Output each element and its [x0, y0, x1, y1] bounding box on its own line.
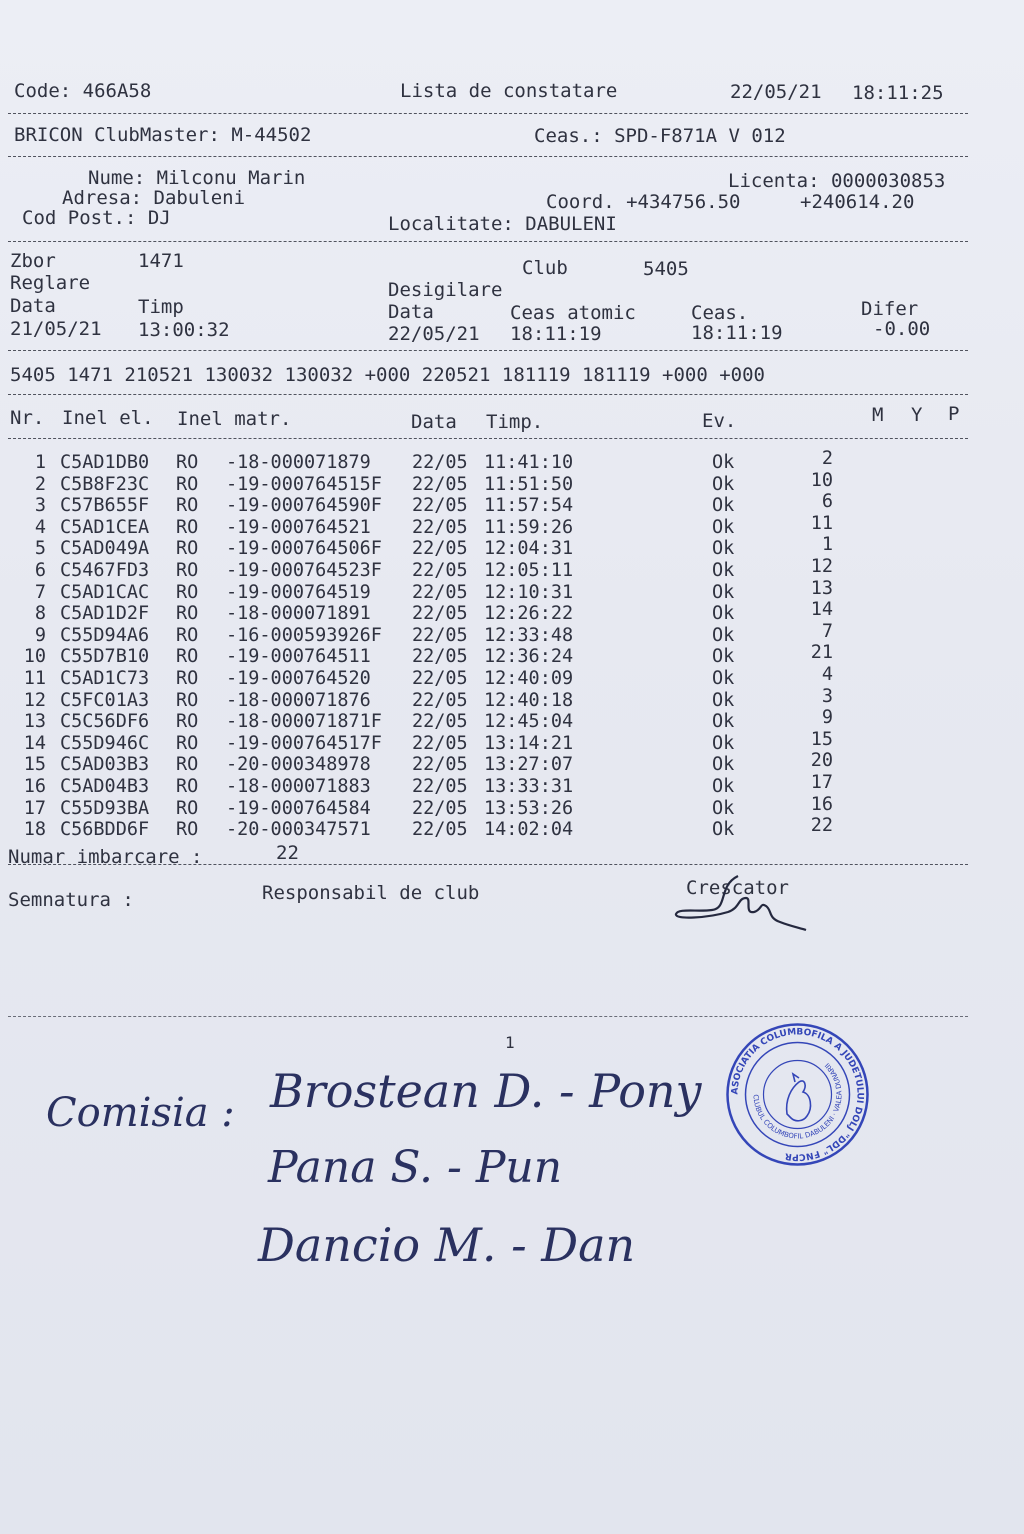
cell-nr: 9 — [34, 624, 46, 646]
cell-tara: RO — [176, 797, 199, 819]
col-y: Y — [911, 404, 923, 426]
cell-data: 22/05 — [412, 819, 468, 841]
handwritten-comisia: Comisia : — [46, 1090, 235, 1136]
table-row — [0, 620, 1000, 647]
table-row — [0, 772, 1000, 798]
cell-tara: RO — [176, 581, 199, 603]
cell-ev: Ok — [712, 668, 735, 689]
reglare-timp-header: Timp — [138, 296, 184, 318]
owner-name: Nume: Milconu Marin — [88, 167, 306, 189]
cell-inel-matr: -18-000071876 — [226, 689, 371, 711]
cell-loc: 16 — [810, 793, 833, 815]
cell-loc: 15 — [810, 728, 833, 750]
cell-ev: Ok — [712, 538, 735, 560]
cell-timp: 12:45:04 — [484, 711, 574, 733]
reglare-data-value: 21/05/21 — [10, 318, 102, 340]
table-row — [0, 728, 1000, 755]
col-nr: Nr. — [10, 407, 45, 429]
cell-loc: 4 — [821, 664, 833, 685]
cell-tara: RO — [176, 732, 199, 754]
cell-nr: 15 — [23, 754, 46, 776]
desigilare-label: Desigilare — [388, 279, 503, 301]
cell-inel-matr: -19-000764523F — [226, 560, 382, 581]
cell-inel-matr: -18-000071871F — [226, 711, 382, 733]
cell-data: 22/05 — [412, 624, 468, 646]
cell-data: 22/05 — [412, 668, 468, 689]
col-inel-el: Inel el. — [62, 407, 154, 429]
cell-inel-matr: -16-000593926F — [226, 624, 382, 646]
cell-inel-el: C5AD1C73 — [60, 668, 150, 689]
numar-imbarcare-label: Numar imbarcare : — [8, 846, 203, 868]
cell-timp: 12:33:48 — [484, 624, 574, 646]
cell-ev: Ok — [712, 797, 735, 819]
cell-inel-el: C5B8F23C — [60, 473, 150, 495]
divider — [8, 864, 968, 865]
difer-value: -0.00 — [873, 318, 931, 340]
cell-loc: 7 — [821, 620, 833, 642]
cell-ev: Ok — [712, 646, 735, 668]
cell-inel-el: C5FC01A3 — [60, 689, 150, 711]
table-row — [0, 793, 1000, 820]
cell-data: 22/05 — [412, 538, 468, 560]
cell-loc: 10 — [810, 469, 833, 491]
cell-inel-el: C5467FD3 — [60, 560, 150, 581]
cell-loc: 12 — [810, 556, 833, 577]
ceas-value: 18:11:19 — [691, 322, 783, 344]
divider — [8, 350, 968, 351]
cell-tara: RO — [176, 452, 199, 473]
print-time: 18:11:25 — [852, 82, 944, 104]
cell-data: 22/05 — [412, 495, 468, 517]
handwritten-member-1: Brostean D. - Pony — [270, 1064, 702, 1118]
semnatura-label: Semnatura : — [8, 889, 134, 911]
print-date: 22/05/21 — [730, 81, 822, 103]
ceas-atomic-value: 18:11:19 — [510, 323, 602, 345]
table-row — [0, 534, 1000, 560]
cell-nr: 1 — [34, 452, 46, 473]
svg-text:ASOCIATIA COLUMBOFILA A JUDETU — [730, 1027, 864, 1161]
cell-tara: RO — [176, 560, 199, 581]
crescator-label: Crescator — [686, 877, 789, 899]
cell-data: 22/05 — [412, 581, 468, 603]
cell-data: 22/05 — [412, 603, 468, 625]
cell-tara: RO — [176, 776, 199, 797]
stamp-inner-text: CLUBUL COLUMBOFIL DABULENI · VALEA DUNARII — [751, 1061, 844, 1141]
club-value: 5405 — [643, 258, 689, 280]
cell-inel-matr: -19-000764511 — [226, 646, 371, 668]
responsabil-label: Responsabil de club — [262, 882, 480, 904]
col-ev: Ev. — [702, 410, 737, 432]
reglare-label: Reglare — [10, 272, 91, 294]
cell-loc: 20 — [810, 750, 833, 772]
ceas-header: Ceas. — [691, 302, 749, 324]
cell-inel-el: C5AD03B3 — [60, 754, 150, 776]
table-row — [0, 815, 1000, 841]
cell-loc: 9 — [821, 707, 833, 729]
cell-inel-matr: -19-000764515F — [226, 473, 382, 495]
cell-data: 22/05 — [412, 646, 468, 668]
ceas-atomic-header: Ceas atomic — [510, 302, 636, 324]
cell-ev: Ok — [712, 624, 735, 646]
table-row — [0, 685, 1000, 712]
cell-ev: Ok — [712, 819, 735, 841]
cell-loc: 2 — [821, 448, 833, 469]
desigilare-data-value: 22/05/21 — [388, 323, 480, 345]
cell-timp: 12:40:18 — [484, 689, 574, 711]
handwritten-member-2: Pana S. - Pun — [268, 1142, 563, 1193]
cell-timp: 12:26:22 — [484, 603, 574, 625]
cell-data: 22/05 — [412, 776, 468, 797]
col-inel-matr: Inel matr. — [177, 408, 292, 430]
cell-ev: Ok — [712, 689, 735, 711]
divider — [8, 1016, 968, 1017]
cell-ev: Ok — [712, 603, 735, 625]
cell-tara: RO — [176, 668, 199, 689]
divider — [8, 394, 968, 395]
cell-inel-el: C57B655F — [60, 495, 150, 517]
document-title: Lista de constatare — [400, 80, 618, 102]
cell-nr: 12 — [23, 689, 46, 711]
cell-inel-el: C5C56DF6 — [60, 711, 150, 733]
table-row — [0, 512, 1000, 539]
cell-timp: 11:59:26 — [484, 516, 574, 538]
cell-inel-el: C5AD1CAC — [60, 581, 150, 603]
cell-ev: Ok — [712, 732, 735, 754]
cell-timp: 11:41:10 — [484, 452, 574, 473]
divider — [8, 438, 968, 439]
cell-tara: RO — [176, 603, 199, 625]
cell-data: 22/05 — [412, 516, 468, 538]
cell-nr: 8 — [34, 603, 46, 625]
cell-loc: 22 — [810, 815, 833, 837]
table-row — [0, 448, 1000, 474]
col-timp: Timp. — [486, 411, 544, 433]
table-row — [0, 664, 1000, 690]
cell-tara: RO — [176, 819, 199, 841]
clubmaster-id: BRICON ClubMaster: M-44502 — [14, 124, 312, 146]
cell-inel-matr: -19-000764520 — [226, 668, 371, 689]
cell-nr: 11 — [23, 668, 46, 689]
cell-tara: RO — [176, 473, 199, 495]
clock-id: Ceas.: SPD-F871A V 012 — [534, 125, 786, 147]
summary-code-line: 5405 1471 210521 130032 130032 +000 220521 181119 181119 +000 +000 — [10, 364, 765, 386]
col-data: Data — [411, 411, 457, 433]
cell-ev: Ok — [712, 560, 735, 581]
cell-ev: Ok — [712, 754, 735, 776]
cell-nr: 3 — [34, 495, 46, 517]
table-row — [0, 750, 1000, 776]
crescator-signature — [668, 868, 813, 936]
cell-ev: Ok — [712, 776, 735, 797]
reglare-timp-value: 13:00:32 — [138, 319, 230, 341]
cell-inel-el: C55D93BA — [60, 797, 150, 819]
cell-nr: 7 — [34, 581, 46, 603]
cell-inel-matr: -19-000764519 — [226, 581, 371, 603]
cell-ev: Ok — [712, 516, 735, 538]
numar-imbarcare-value: 22 — [276, 842, 299, 864]
cell-timp: 13:14:21 — [484, 732, 574, 754]
cell-inel-el: C5AD04B3 — [60, 776, 150, 797]
difer-header: Difer — [861, 298, 919, 320]
cell-tara: RO — [176, 538, 199, 560]
col-p: P — [948, 403, 960, 425]
cell-data: 22/05 — [412, 560, 468, 581]
cell-tara: RO — [176, 624, 199, 646]
cell-timp: 12:10:31 — [484, 581, 574, 603]
zbor-value: 1471 — [138, 250, 184, 272]
cell-inel-el: C55D946C — [60, 732, 150, 754]
cell-tara: RO — [176, 689, 199, 711]
cell-nr: 13 — [23, 711, 46, 733]
owner-license: Licenta: 0000030853 — [728, 170, 946, 192]
col-m: M — [872, 404, 884, 426]
table-row — [0, 491, 1000, 517]
divider — [8, 156, 968, 157]
cell-inel-matr: -19-000764506F — [226, 538, 382, 560]
cell-inel-matr: -20-000348978 — [226, 754, 371, 776]
divider — [8, 241, 968, 242]
cell-data: 22/05 — [412, 797, 468, 819]
cell-timp: 13:53:26 — [484, 797, 574, 819]
cell-nr: 14 — [23, 732, 46, 754]
page-number: 1 — [505, 1033, 515, 1052]
cell-tara: RO — [176, 754, 199, 776]
cell-inel-matr: -18-000071879 — [226, 452, 371, 473]
cell-nr: 4 — [34, 516, 46, 538]
cell-inel-matr: -19-000764521 — [226, 516, 371, 538]
cell-ev: Ok — [712, 711, 735, 733]
table-row — [0, 577, 1000, 604]
cell-loc: 3 — [821, 685, 833, 707]
cell-ev: Ok — [712, 473, 735, 495]
cell-data: 22/05 — [412, 473, 468, 495]
cell-ev: Ok — [712, 495, 735, 517]
cell-loc: 1 — [821, 534, 833, 556]
cell-nr: 6 — [34, 560, 46, 581]
cell-inel-matr: -20-000347571 — [226, 819, 371, 841]
table-row — [0, 469, 1000, 496]
cell-inel-el: C5AD1DB0 — [60, 452, 150, 473]
desigilare-data-header: Data — [388, 301, 434, 323]
cell-data: 22/05 — [412, 732, 468, 754]
cell-inel-el: C55D94A6 — [60, 624, 150, 646]
club-stamp — [725, 1022, 870, 1167]
cell-timp: 11:57:54 — [484, 495, 574, 517]
cell-inel-el: C56BDD6F — [60, 819, 150, 841]
cell-timp: 12:05:11 — [484, 560, 574, 581]
owner-postal-code: Cod Post.: DJ — [22, 207, 171, 229]
cell-timp: 12:36:24 — [484, 646, 574, 668]
cell-inel-el: C5AD1D2F — [60, 603, 150, 625]
stamp-outer-text: ASOCIATIA COLUMBOFILA A JUDETULUI DOLJ "DDL" FNCPR — [730, 1027, 865, 1162]
cell-timp: 11:51:50 — [484, 473, 574, 495]
cell-loc: 13 — [810, 577, 833, 599]
cell-inel-matr: -18-000071883 — [226, 776, 371, 797]
cell-data: 22/05 — [412, 754, 468, 776]
cell-inel-matr: -19-000764584 — [226, 797, 371, 819]
cell-nr: 17 — [23, 797, 46, 819]
handwritten-member-3: Dancio M. - Dan — [258, 1218, 636, 1272]
cell-inel-matr: -18-000071891 — [226, 603, 371, 625]
cell-timp: 13:33:31 — [484, 776, 574, 797]
table-row — [0, 707, 1000, 733]
cell-nr: 5 — [34, 538, 46, 560]
divider — [8, 113, 968, 114]
cell-loc: 21 — [810, 642, 833, 664]
cell-loc: 14 — [810, 599, 833, 621]
cell-data: 22/05 — [412, 452, 468, 473]
zbor-label: Zbor — [10, 250, 56, 272]
cell-nr: 10 — [23, 646, 46, 668]
club-label: Club — [522, 257, 568, 279]
cell-tara: RO — [176, 495, 199, 517]
cell-ev: Ok — [712, 452, 735, 473]
cell-loc: 6 — [821, 491, 833, 513]
cell-inel-el: C5AD1CEA — [60, 516, 150, 538]
cell-data: 22/05 — [412, 689, 468, 711]
cell-inel-el: C5AD049A — [60, 538, 150, 560]
cell-timp: 14:02:04 — [484, 819, 574, 841]
reglare-data-header: Data — [10, 295, 56, 317]
owner-coord-2: +240614.20 — [800, 191, 915, 213]
table-row — [0, 642, 1000, 668]
cell-inel-matr: -19-000764590F — [226, 495, 382, 517]
cell-tara: RO — [176, 646, 199, 668]
owner-locality: Localitate: DABULENI — [388, 213, 617, 235]
cell-nr: 2 — [34, 473, 46, 495]
cell-tara: RO — [176, 516, 199, 538]
cell-inel-el: C55D7B10 — [60, 646, 150, 668]
cell-timp: 12:04:31 — [484, 538, 574, 560]
owner-address: Adresa: Dabuleni — [62, 187, 246, 209]
cell-loc: 11 — [810, 512, 833, 534]
cell-nr: 18 — [23, 819, 46, 841]
cell-data: 22/05 — [412, 711, 468, 733]
owner-coord: Coord. +434756.50 — [546, 191, 741, 213]
cell-tara: RO — [176, 711, 199, 733]
cell-timp: 13:27:07 — [484, 754, 574, 776]
table-row — [0, 556, 1000, 582]
cell-timp: 12:40:09 — [484, 668, 574, 689]
table-row — [0, 599, 1000, 625]
code-label: Code: 466A58 — [14, 80, 152, 102]
cell-loc: 17 — [810, 772, 833, 793]
cell-nr: 16 — [23, 776, 46, 797]
cell-inel-matr: -19-000764517F — [226, 732, 382, 754]
cell-ev: Ok — [712, 581, 735, 603]
